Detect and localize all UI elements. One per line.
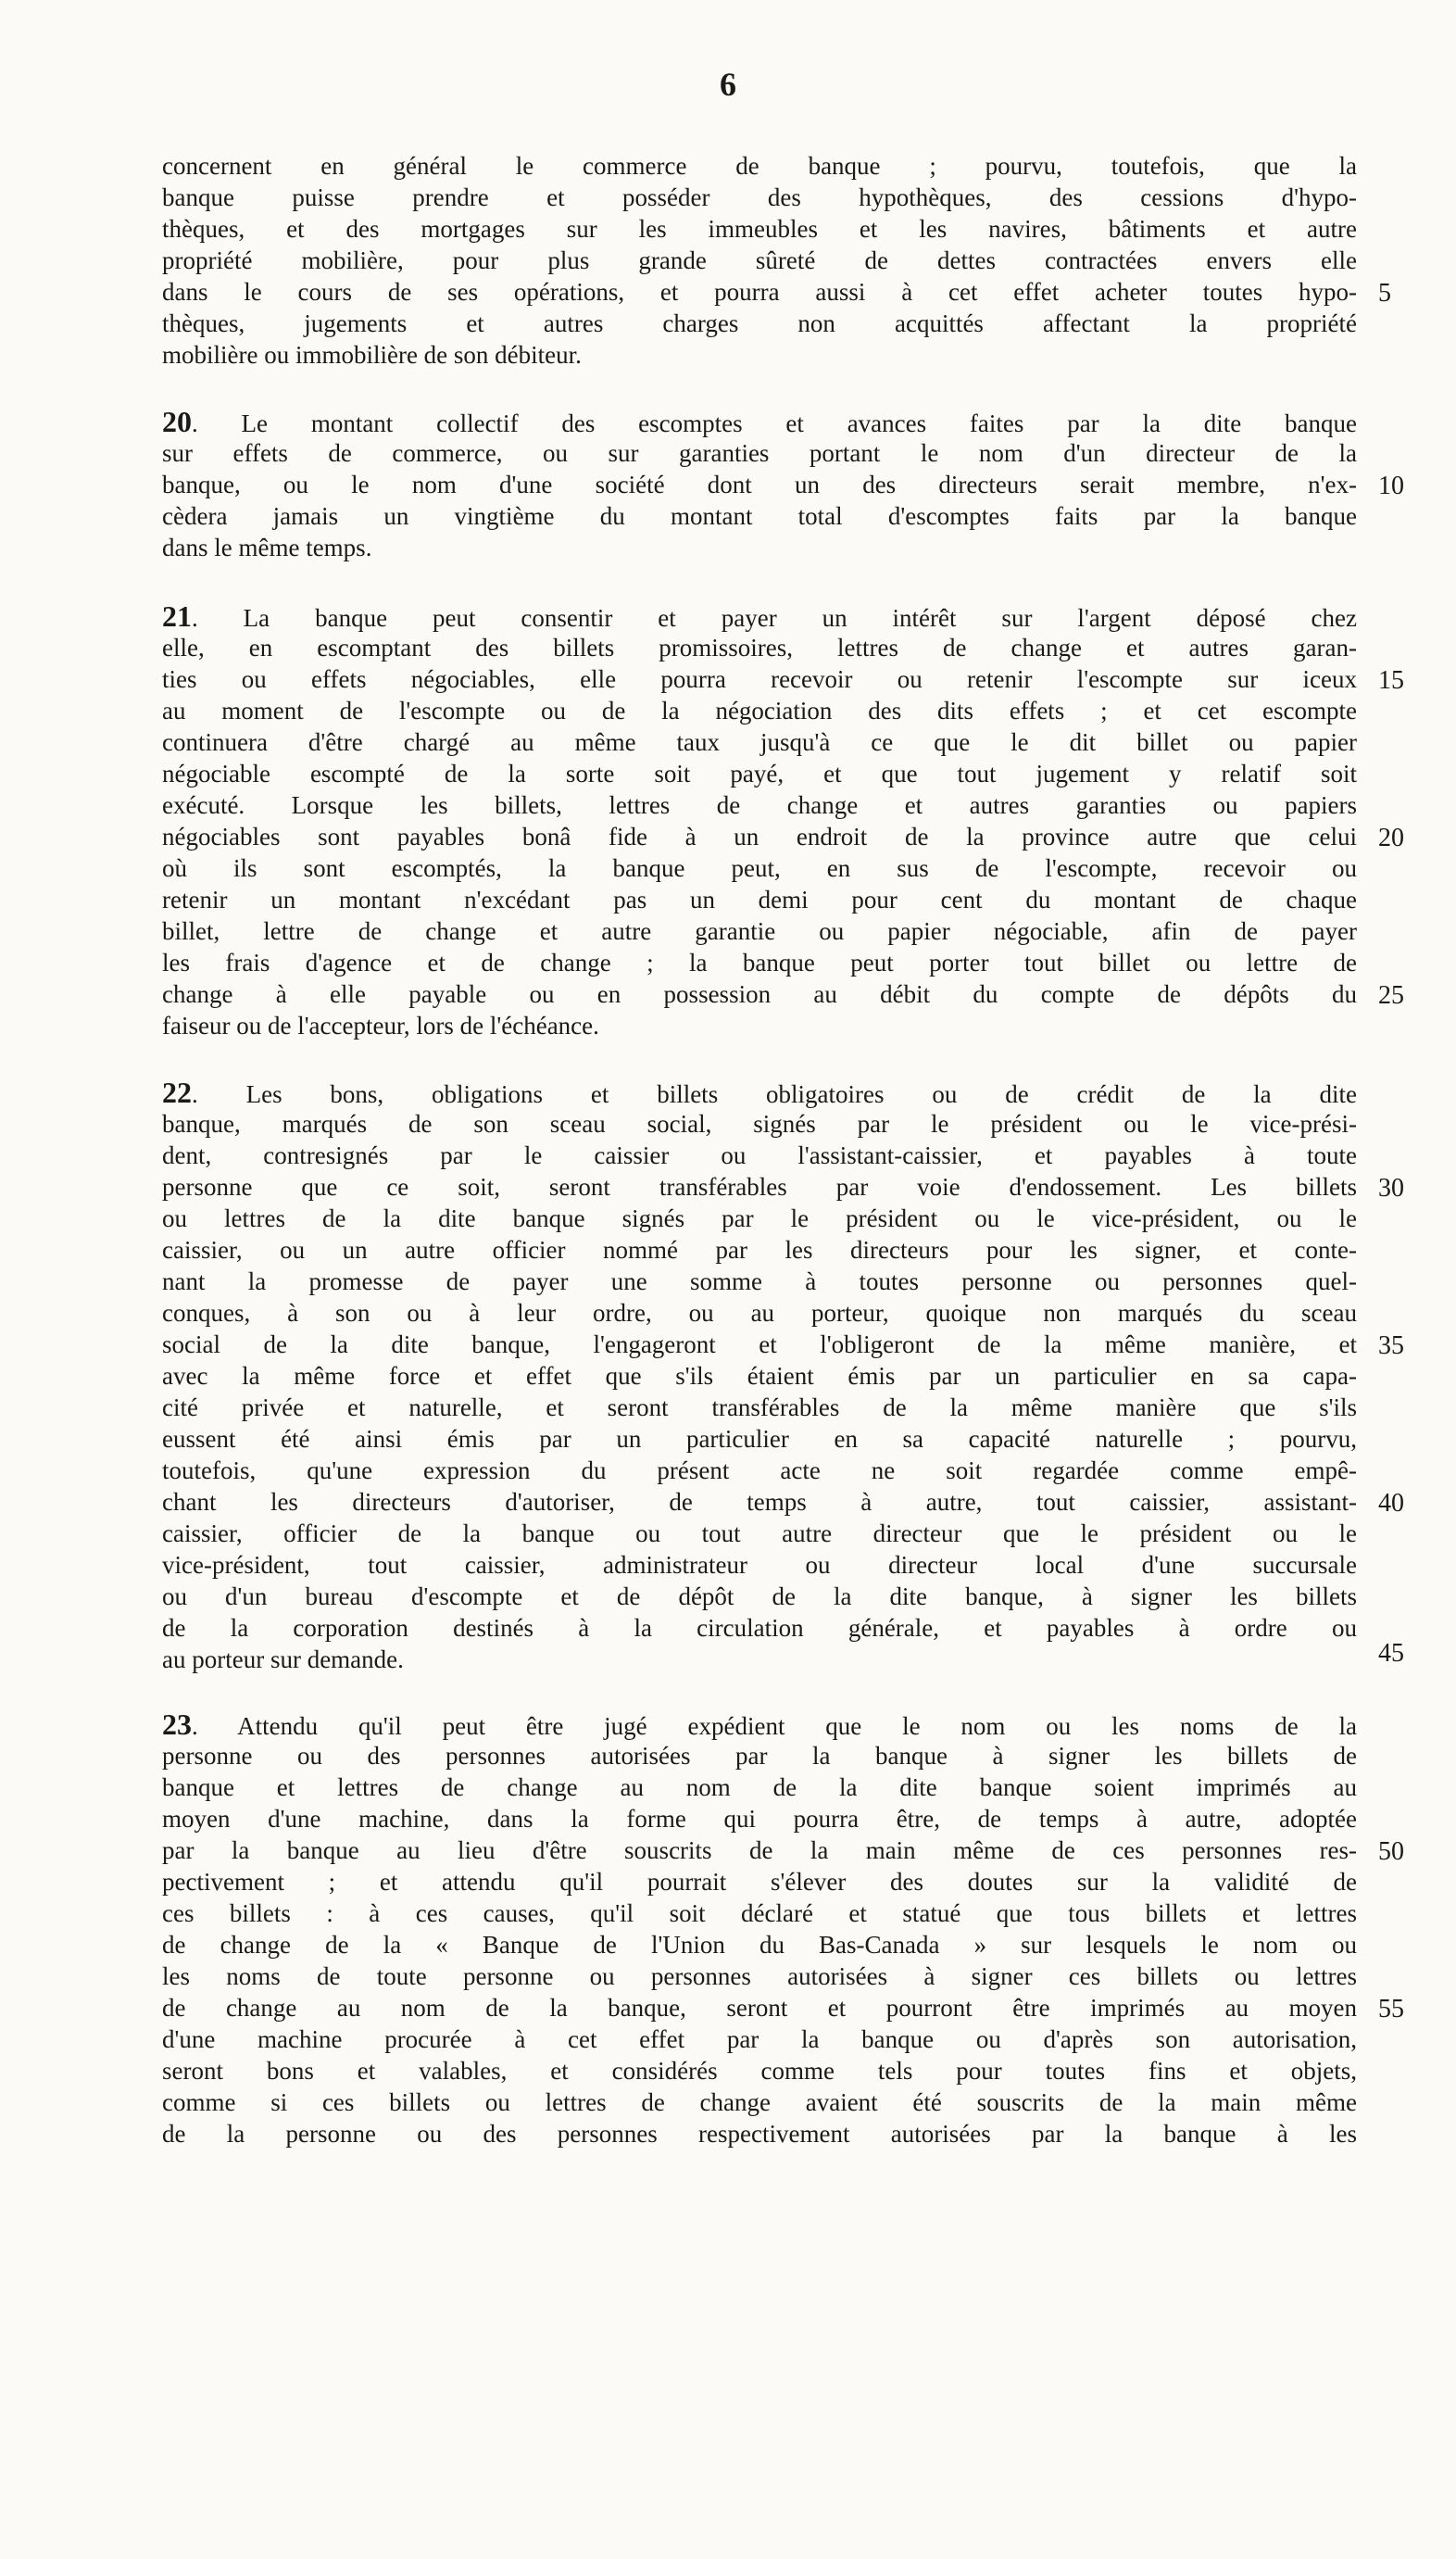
- page-number: 6: [720, 66, 736, 103]
- text-line: banque puisse prendre et posséder des hypothèques, des cessions d'hypo-: [162, 183, 1357, 211]
- text-line: banque, ou le nom d'une société dont un des directeurs serait membre, n'ex-: [162, 471, 1357, 498]
- text-line: faiseur ou de l'accepteur, lors de l'échéance.: [162, 1012, 599, 1040]
- text-line: avec la même force et effet que s'ils étaient émis par un particulier en sa capa-: [162, 1362, 1357, 1390]
- text-line: continuera d'être chargé au même taux jusqu'à ce que le dit billet ou papier: [162, 728, 1357, 756]
- text-line: chant les directeurs d'autoriser, de temps à autre, tout caissier, assistant-: [162, 1488, 1357, 1516]
- section-number: 22: [162, 1078, 192, 1108]
- text-line: thèques, jugements et autres charges non acquittés affectant la propriété: [162, 309, 1357, 337]
- text-line: retenir un montant n'excédant pas un demi pour cent du montant de chaque: [162, 886, 1357, 914]
- text-line: ou lettres de la dite banque signés par le président ou le vice-président, ou le: [162, 1204, 1357, 1232]
- text-line: de la corporation destinés à la circulation générale, et payables à ordre ou: [162, 1614, 1357, 1642]
- text-line: ou d'un bureau d'escompte et de dépôt de la dite banque, à signer les billets: [162, 1582, 1357, 1610]
- text-line: d'une machine procurée à cet effet par la banque ou d'après son autorisation,: [162, 2025, 1357, 2053]
- margin-line-number: 40: [1378, 1489, 1404, 1518]
- text-line: propriété mobilière, pour plus grande sûreté de dettes contractées envers elle: [162, 246, 1357, 274]
- section-first-line: [162, 1710, 1357, 1740]
- text-line: thèques, et des mortgages sur les immeubles et les navires, bâtiments et autre: [162, 215, 1357, 243]
- text-line: pectivement ; et attendu qu'il pourrait s'élever des doutes sur la validité de: [162, 1868, 1357, 1896]
- text-line: billet, lettre de change et autre garantie ou papier négociable, afin de payer: [162, 917, 1357, 945]
- text-line: cèdera jamais un vingtième du montant total d'escomptes faits par la banque: [162, 502, 1357, 530]
- text-line: conques, à son ou à leur ordre, ou au porteur, quoique non marqués du sceau: [162, 1299, 1357, 1327]
- margin-line-number: 50: [1378, 1837, 1404, 1866]
- text-line: . La banque peut consentir et payer un intérêt sur l'argent déposé chez: [192, 604, 1357, 632]
- text-line: les frais d'agence et de change ; la banque peut porter tout billet ou lettre de: [162, 949, 1357, 977]
- section-first-line: [162, 602, 1357, 632]
- text-line: exécuté. Lorsque les billets, lettres de change et autres garanties ou papiers: [162, 791, 1357, 819]
- section-number: 21: [162, 602, 192, 632]
- text-line: elle, en escomptant des billets promissoires, lettres de change et autres garan-: [162, 634, 1357, 662]
- text-line: dans le cours de ses opérations, et pourra aussi à cet effet acheter toutes hypo-: [162, 278, 1357, 306]
- text-line: de change au nom de la banque, seront et pourront être imprimés au moyen: [162, 1994, 1357, 2022]
- text-line: . Le montant collectif des escomptes et avances faites par la dite banque: [192, 410, 1357, 437]
- margin-line-number: 30: [1378, 1174, 1404, 1203]
- text-line: ces billets : à ces causes, qu'il soit déclaré et statué que tous billets et lettres: [162, 1899, 1357, 1927]
- text-line: seront bons et valables, et considérés comme tels pour toutes fins et objets,: [162, 2057, 1357, 2085]
- margin-line-number: 15: [1378, 666, 1404, 695]
- text-line: toutefois, qu'une expression du présent acte ne soit regardée comme empê-: [162, 1456, 1357, 1484]
- text-line: mobilière ou immobilière de son débiteur.: [162, 341, 582, 369]
- text-line: concernent en général le commerce de banque ; pourvu, toutefois, que la: [162, 152, 1357, 180]
- text-line: change à elle payable ou en possession au débit du compte de dépôts du: [162, 980, 1357, 1008]
- text-line: social de la dite banque, l'engageront et l'obligeront de la même manière, et: [162, 1330, 1357, 1358]
- margin-line-number: 55: [1378, 1995, 1404, 2023]
- text-line: négociable escompté de la sorte soit payé, et que tout jugement y relatif soit: [162, 760, 1357, 788]
- text-line: eussent été ainsi émis par un particulier en sa capacité naturelle ; pourvu,: [162, 1425, 1357, 1453]
- text-line: au moment de l'escompte ou de la négociation des dits effets ; et cet escompte: [162, 697, 1357, 725]
- text-line: cité privée et naturelle, et seront transférables de la même manière que s'ils: [162, 1393, 1357, 1421]
- text-line: personne ou des personnes autorisées par la banque à signer les billets de: [162, 1742, 1357, 1770]
- text-line: de la personne ou des personnes respectivement autorisées par la banque à les: [162, 2120, 1357, 2148]
- text-line: moyen d'une machine, dans la forme qui pourra être, de temps à autre, adoptée: [162, 1805, 1357, 1833]
- text-line: sur effets de commerce, ou sur garanties portant le nom d'un directeur de la: [162, 439, 1357, 467]
- section-number: 23: [162, 1710, 192, 1740]
- text-line: banque, marqués de son sceau social, signés par le président ou le vice-prési-: [162, 1110, 1357, 1138]
- text-line: par la banque au lieu d'être souscrits de la main même de ces personnes res-: [162, 1836, 1357, 1864]
- section-first-line: [162, 408, 1357, 437]
- text-line: les noms de toute personne ou personnes autorisées à signer ces billets ou lettres: [162, 1962, 1357, 1990]
- text-line: . Les bons, obligations et billets obligatoires ou de crédit de la dite: [192, 1080, 1357, 1108]
- margin-line-number: 35: [1378, 1331, 1404, 1360]
- section-first-line: [162, 1078, 1357, 1108]
- margin-line-number: 45: [1378, 1639, 1404, 1668]
- text-line: dent, contresignés par le caissier ou l'assistant-caissier, et payables à toute: [162, 1141, 1357, 1169]
- text-line: caissier, ou un autre officier nommé par les directeurs pour les signer, et conte-: [162, 1236, 1357, 1264]
- margin-line-number: 20: [1378, 824, 1404, 852]
- text-line: négociables sont payables bonâ fide à un endroit de la province autre que celui: [162, 823, 1357, 851]
- text-line: personne que ce soit, seront transférables par voie d'endossement. Les billets: [162, 1173, 1357, 1201]
- text-line: comme si ces billets ou lettres de change avaient été souscrits de la main même: [162, 2088, 1357, 2116]
- text-line: banque et lettres de change au nom de la dite banque soient imprimés au: [162, 1773, 1357, 1801]
- text-line: . Attendu qu'il peut être jugé expédient que le nom ou les noms de la: [192, 1712, 1357, 1740]
- text-line: caissier, officier de la banque ou tout autre directeur que le président ou le: [162, 1519, 1357, 1547]
- text-line: au porteur sur demande.: [162, 1645, 404, 1673]
- margin-line-number: 10: [1378, 472, 1404, 500]
- text-line: où ils sont escomptés, la banque peut, en sus de l'escompte, recevoir ou: [162, 854, 1357, 882]
- text-line: vice-président, tout caissier, administrateur ou directeur local d'une succursale: [162, 1551, 1357, 1579]
- text-line: dans le même temps.: [162, 534, 372, 561]
- text-line: ties ou effets négociables, elle pourra recevoir ou retenir l'escompte sur iceux: [162, 665, 1357, 693]
- section-number: 20: [162, 408, 192, 437]
- text-line: nant la promesse de payer une somme à toutes personne ou personnes quel-: [162, 1267, 1357, 1295]
- text-line: de change de la « Banque de l'Union du Bas-Canada » sur lesquels le nom ou: [162, 1931, 1357, 1959]
- margin-line-number: 5: [1378, 279, 1391, 308]
- margin-line-number: 25: [1378, 981, 1404, 1010]
